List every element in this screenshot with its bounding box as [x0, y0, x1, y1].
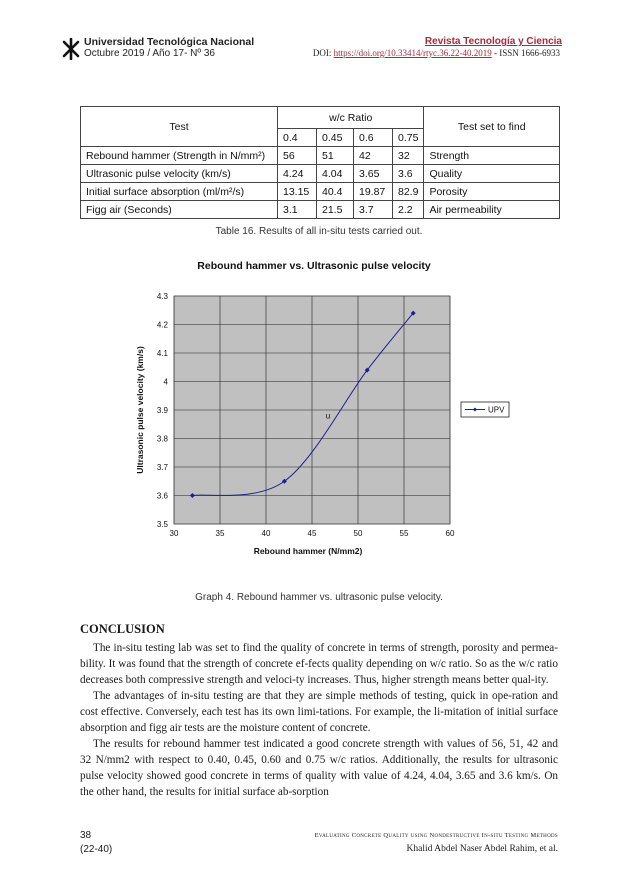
row-test: Rebound hammer (Strength in N/mm²) — [81, 147, 278, 165]
x-tick-label: 40 — [261, 529, 271, 538]
row-value: 13.15 — [278, 183, 317, 201]
y-tick-label: 4 — [163, 377, 168, 387]
x-tick-label: 35 — [215, 529, 225, 538]
issn: - ISSN 1666-6933 — [491, 48, 560, 58]
row-value: 56 — [278, 147, 317, 165]
legend-label: UPV — [488, 405, 505, 415]
paragraph: The results for rebound hammer test indicated a good concrete strength with values of 56, 51, 42 and 32 N/mm2 with respect to 0.40, 0.45, 0.60 and 0.75 w/c ratios. Additionally, the results for ultrasonic pulse velocity showed good concrete in terms of quality with value of 4.24, 4.04, 3.65 and 3.6 km/s. On the other hand, the results for initial surface ab-sorption — [80, 738, 558, 799]
table-row — [81, 147, 560, 165]
row-value: 3.7 — [354, 201, 393, 219]
university-logo-icon — [62, 38, 80, 60]
paragraph: The in-situ testing lab was set to find the quality of concrete in terms of strength, porosity and permea-bility. It was found that the strength of concrete ef-fects quality depending on w/c ratio. So as the w/c ratio decreases both compressive strength and veloci-ty increases. Thus, higher strength means better qual-ity. — [80, 642, 558, 687]
chart-caption: Graph 4. Rebound hammer vs. ultrasonic pulse velocity. — [195, 592, 443, 603]
conclusion-body — [80, 640, 558, 800]
header-wc-ratio: w/c Ratio — [278, 107, 424, 129]
y-tick-label: 4.1 — [156, 349, 168, 358]
table-row — [81, 165, 560, 183]
row-value: 19.87 — [354, 183, 393, 201]
row-find: Porosity — [424, 183, 560, 201]
row-value: 32 — [393, 147, 424, 165]
legend — [461, 402, 509, 417]
row-value: 3.1 — [278, 201, 317, 219]
row-test: Initial surface absorption (ml/m²/s) — [81, 183, 278, 201]
page-range: (22-40) — [80, 844, 113, 855]
row-test: Figg air (Seconds) — [81, 201, 278, 219]
row-value: 21.5 — [317, 201, 354, 219]
row-find: Strength — [424, 147, 560, 165]
ratio-cell: 0.45 — [317, 129, 354, 147]
x-tick-label: 50 — [353, 529, 363, 538]
table-row — [81, 201, 560, 219]
row-value: 4.04 — [317, 165, 354, 183]
y-tick-label: 3.6 — [156, 491, 168, 501]
row-find: Air permeability — [424, 201, 560, 219]
results-table — [80, 106, 560, 219]
header-test-set: Test set to find — [424, 107, 560, 147]
conclusion-heading: CONCLUSION — [80, 622, 165, 636]
chart-annotation: u — [325, 411, 331, 421]
chart-title: Rebound hammer vs. Ultrasonic pulse velocity — [197, 260, 431, 272]
table-header-row — [81, 107, 560, 129]
y-tick-label: 4.2 — [156, 320, 168, 330]
x-tick-label: 45 — [307, 529, 317, 538]
doi-line — [313, 48, 560, 58]
chart-svg — [128, 252, 520, 569]
y-tick-label: 4.3 — [156, 292, 168, 301]
header-test: Test — [81, 107, 278, 147]
row-value: 2.2 — [393, 201, 424, 219]
row-value: 42 — [354, 147, 393, 165]
x-axis-label: Rebound hammer (N/mm2) — [253, 546, 363, 556]
article-title: Evaluating Concrete Quality using Nondestructive In-situ Testing Methods — [314, 832, 558, 839]
doi-label: DOI: — [312, 48, 334, 58]
paragraph: The advantages of in-situ testing are that they are simple methods of testing, quick in ope-ration and cost effective. Conversely, each test has its own limi-tations. For example, the li-mitation of initial surface absorption and figg air tests are the moisture content of concrete. — [80, 690, 558, 735]
x-tick-label: 30 — [169, 529, 179, 538]
row-value: 3.6 — [393, 165, 424, 183]
x-tick-label: 60 — [445, 529, 455, 538]
university-name: Universidad Tecnológica Nacional — [84, 36, 255, 48]
row-value: 3.65 — [354, 165, 393, 183]
row-value: 40.4 — [317, 183, 354, 201]
y-axis-label: Ultrasonic pulse velocity (km/s) — [135, 346, 145, 474]
row-value: 51 — [317, 147, 354, 165]
ratio-cell: 0.4 — [278, 129, 317, 147]
y-tick-label: 3.7 — [156, 463, 168, 472]
row-value: 82.9 — [393, 183, 424, 201]
issue-info: Octubre 2019 / Año 17- Nº 36 — [84, 48, 215, 59]
row-value: 4.24 — [278, 165, 317, 183]
y-tick-label: 3.9 — [156, 406, 168, 415]
row-find: Quality — [424, 165, 560, 183]
table-caption: Table 16. Results of all in-situ tests carried out. — [215, 226, 423, 237]
table-row — [81, 183, 560, 201]
ratio-cell: 0.6 — [354, 129, 393, 147]
x-tick-label: 55 — [399, 529, 409, 538]
page-number: 38 — [80, 830, 92, 841]
chart-container — [128, 252, 520, 569]
y-tick-label: 3.5 — [156, 520, 168, 529]
article-authors: Khalid Abdel Naser Abdel Rahim, et al. — [406, 844, 558, 854]
row-test: Ultrasonic pulse velocity (km/s) — [81, 165, 278, 183]
journal-name[interactable]: Revista Tecnología y Ciencia — [424, 36, 562, 47]
ratio-cell: 0.75 — [393, 129, 424, 147]
y-tick-label: 3.8 — [156, 434, 168, 444]
doi-link[interactable]: https://doi.org/10.33414/rtyc.36.22-40.2019 — [333, 48, 492, 58]
